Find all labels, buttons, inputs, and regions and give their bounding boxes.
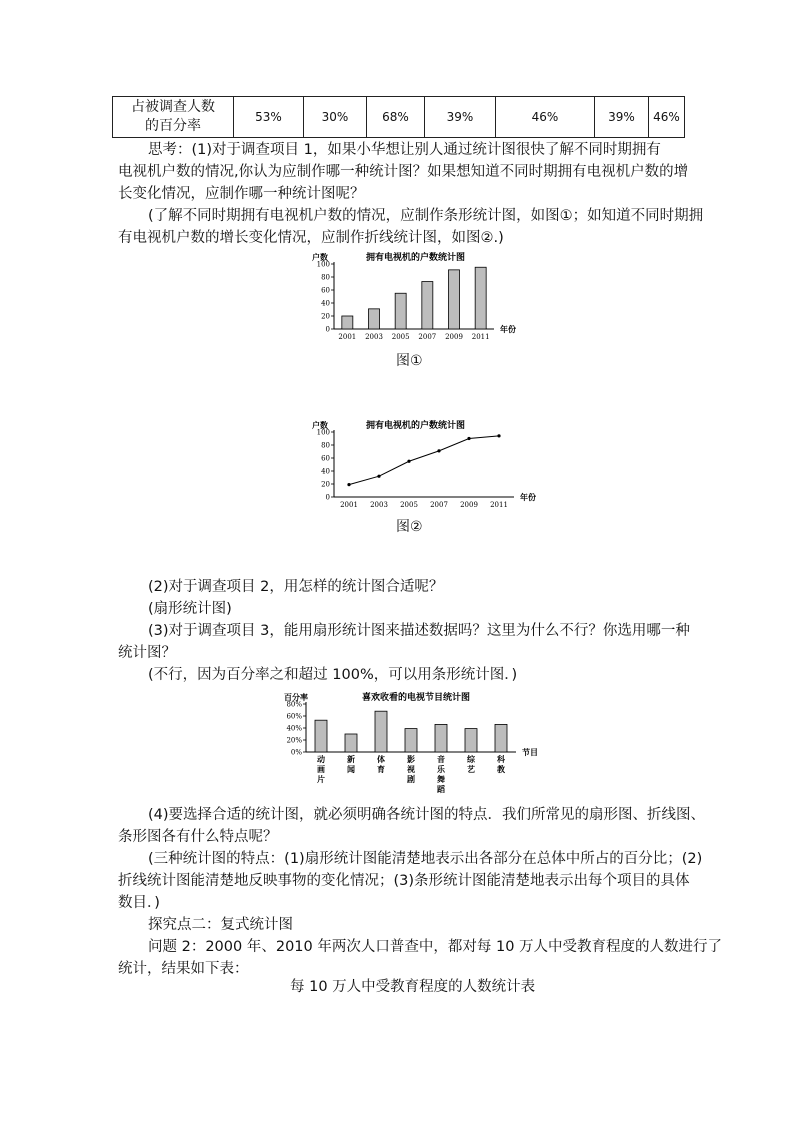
x-tick-label-char: 育 [377, 764, 385, 774]
x-tick-label: 2001 [338, 333, 357, 341]
y-tick-label: 40% [286, 724, 302, 733]
x-tick-label: 2001 [340, 501, 358, 509]
x-tick-label-char: 综 [467, 754, 475, 764]
x-axis-label: 节目 [522, 747, 538, 757]
table-cell: 53% [234, 97, 304, 138]
bar [345, 734, 357, 752]
y-axis-label: 户数 [312, 252, 328, 262]
x-tick-label-char: 音 [437, 754, 445, 764]
tv-programs-bar-chart [282, 687, 542, 800]
y-tick-label: 20 [321, 312, 330, 321]
x-tick-label: 2011 [490, 501, 508, 509]
table-cell: 68% [367, 97, 425, 138]
data-point [407, 460, 410, 463]
bar [495, 724, 507, 752]
x-tick-label-char: 舞 [437, 774, 445, 784]
x-tick-label-char: 影 [407, 754, 415, 764]
data-point [467, 437, 470, 440]
think-line-2: 电视机户数的情况,你认为应制作哪一种统计图？如果想知道不同时期拥有电视机户数的增 [118, 164, 689, 180]
x-tick-label-char: 体 [377, 754, 385, 764]
table-cell: 39% [595, 97, 649, 138]
table-cell: 46% [496, 97, 595, 138]
y-axis-label: 百分率 [284, 692, 308, 702]
bar [465, 729, 477, 752]
x-tick-label: 2009 [460, 501, 478, 509]
y-tick-label: 80 [321, 273, 330, 282]
answer-4-line-1: (三种统计图的特点：(1)扇形统计图能清楚地表示出各部分在总体中所占的百分比；(2) [148, 851, 703, 867]
chart-title: 拥有电视机的户数统计图 [366, 253, 466, 263]
bar [395, 293, 406, 329]
answer1-line-1: (了解不同时期拥有电视机户数的情况，应制作条形统计图，如图①；如知道不同时期拥 [148, 208, 704, 224]
x-tick-label: 2007 [418, 333, 437, 341]
tv-households-line-chart [310, 412, 536, 514]
x-tick-label: 2009 [445, 333, 463, 341]
y-tick-label: 20% [286, 736, 302, 745]
chart-title: 喜欢收看的电视节目统计图 [362, 693, 471, 703]
bar [475, 267, 486, 329]
x-tick-label-char: 科 [497, 754, 505, 764]
data-point [437, 449, 440, 452]
x-tick-label: 2011 [471, 333, 490, 341]
data-point [497, 434, 500, 437]
x-tick-label-char: 闻 [347, 764, 355, 774]
x-tick-label: 2005 [391, 333, 410, 341]
series-line [349, 436, 499, 485]
bar [315, 720, 327, 752]
row-header-line-2: 的百分率 [145, 118, 201, 134]
table-cell: 30% [304, 97, 367, 138]
think-line-3: 长变化情况，应制作哪一种统计图呢？ [118, 186, 365, 202]
question-3-line-1: (3)对于调查项目 3，能用扇形统计图来描述数据吗？这里为什么不行？你选用哪一种 [148, 623, 690, 639]
figure-1-caption: 图① [396, 353, 423, 369]
x-tick-label-char: 剧 [407, 774, 415, 784]
chart-title: 拥有电视机的户数统计图 [366, 421, 466, 431]
answer-3: (不行，因为百分率之和超过 100%，可以用条形统计图．) [148, 667, 518, 683]
x-tick-label-char: 视 [407, 764, 415, 774]
y-tick-label: 0% [290, 748, 302, 757]
section-heading: 探究点二：复式统计图 [148, 917, 293, 933]
y-tick-label: 60 [321, 286, 330, 295]
table-cell: 39% [425, 97, 496, 138]
x-tick-label: 2005 [400, 501, 418, 509]
x-tick-label-char: 艺 [467, 764, 475, 774]
question-4-line-1: (4)要选择合适的统计图，就必须明确各统计图的特点．我们所常见的扇形图、折线图、 [148, 807, 706, 823]
x-tick-label-char: 蹈 [437, 784, 445, 794]
y-tick-label: 40 [321, 299, 330, 308]
x-tick-label-char: 动 [317, 754, 325, 764]
tv-households-bar-chart [310, 244, 516, 346]
y-tick-label: 0 [325, 325, 330, 334]
x-tick-label-char: 画 [317, 764, 325, 774]
x-tick-label: 2007 [430, 501, 448, 509]
answer-4-line-2: 折线统计图能清楚地反映事物的变化情况；(3)条形统计图能清楚地表示出每个项目的具体 [118, 873, 690, 889]
data-point [347, 483, 350, 486]
x-tick-label-char: 新 [347, 754, 355, 764]
problem-2-line-2: 统计，结果如下表： [118, 961, 249, 977]
table-row [113, 97, 685, 138]
data-point [377, 475, 380, 478]
y-tick-label: 60% [286, 712, 302, 721]
education-table-title: 每 10 万人中受教育程度的人数统计表 [290, 979, 536, 995]
bar [405, 729, 417, 752]
x-tick-label-char: 教 [497, 764, 505, 774]
figure-2-caption: 图② [396, 519, 423, 535]
y-tick-label: 60 [321, 454, 330, 463]
table-cell: 46% [649, 97, 685, 138]
bar [449, 270, 460, 329]
answer-4-line-3: 数目．) [118, 895, 160, 911]
x-tick-label-char: 片 [317, 774, 325, 784]
row-header [113, 97, 234, 138]
x-axis-label: 年份 [500, 324, 516, 334]
x-axis-label: 年份 [520, 492, 536, 502]
y-tick-label: 80% [286, 700, 302, 709]
bar [342, 316, 353, 329]
answer1-line-2: 有电视机户数的增长变化情况，应制作折线统计图，如图②.) [118, 230, 504, 246]
question-3-line-2: 统计图？ [118, 645, 176, 661]
y-tick-label: 0 [325, 493, 330, 502]
y-tick-label: 80 [321, 441, 330, 450]
y-axis-label: 户数 [312, 420, 328, 430]
row-header-line-1: 占被调查人数 [131, 99, 215, 115]
bar [422, 282, 433, 329]
y-tick-label: 20 [321, 480, 330, 489]
x-tick-label-char: 乐 [437, 764, 445, 774]
y-tick-label: 100 [316, 428, 330, 437]
survey-percent-table [112, 96, 685, 138]
think-line-1: 思考：(1)对于调查项目 1，如果小华想让别人通过统计图很快了解不同时期拥有 [148, 142, 661, 158]
y-tick-label: 40 [321, 467, 330, 476]
question-4-line-2: 条形图各有什么特点呢？ [118, 829, 278, 845]
bar [375, 711, 387, 752]
question-2: (2)对于调查项目 2，用怎样的统计图合适呢？ [148, 579, 444, 595]
x-tick-label: 2003 [370, 501, 388, 509]
problem-2-line-1: 问题 2：2000 年、2010 年两次人口普查中，都对每 10 万人中受教育程度的人数进行了 [148, 939, 723, 955]
bar [435, 724, 447, 752]
answer-2: (扇形统计图) [148, 601, 232, 617]
bar [369, 309, 380, 329]
x-tick-label: 2003 [365, 333, 383, 341]
y-tick-label: 100 [316, 260, 330, 269]
